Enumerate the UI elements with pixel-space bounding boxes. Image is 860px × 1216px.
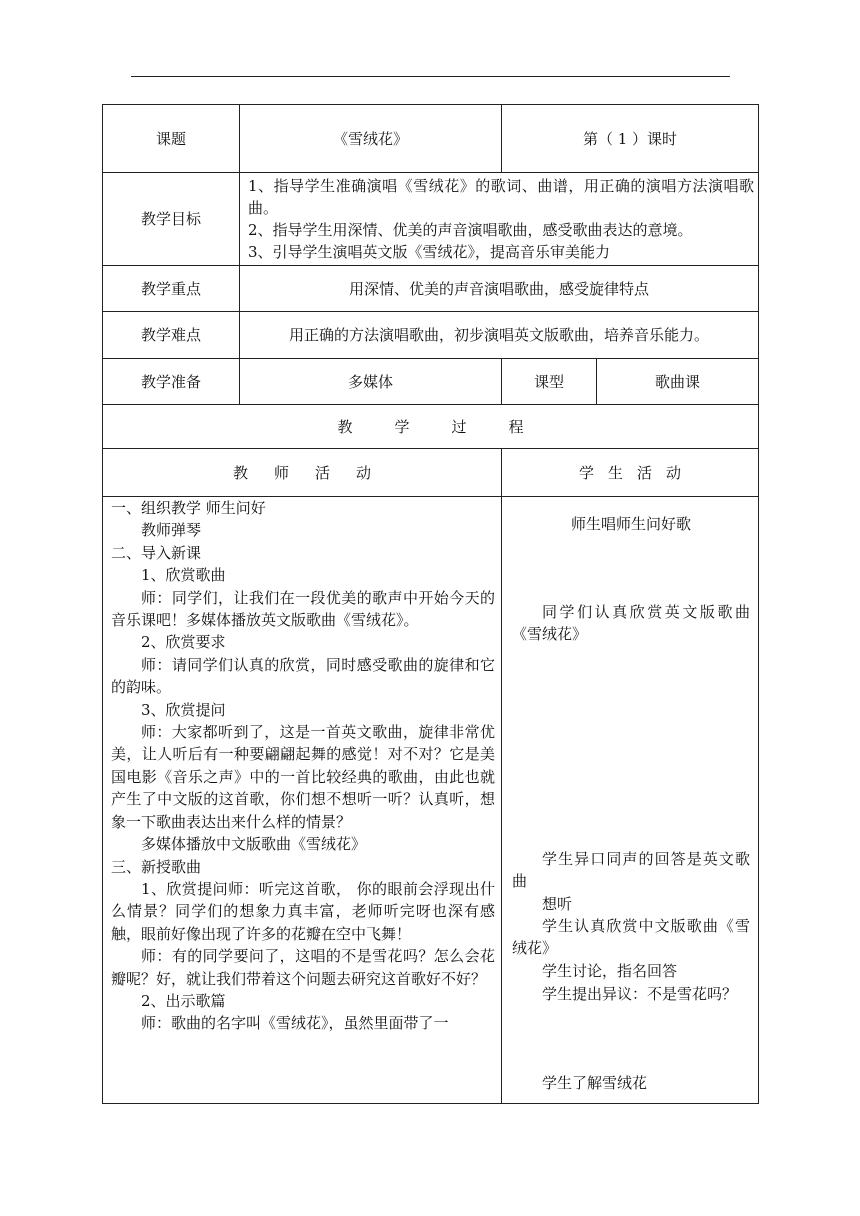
key-points-value: 用深情、优美的声音演唱歌曲，感受旋律特点 — [240, 266, 759, 312]
teacher-line: 1、欣赏提问师：听完这首歌， 你的眼前会浮现出什么情景？同学们的想象力真丰富，老师听完呀也深有感触，眼前好像出现了许多的花瓣在空中飞舞！ — [111, 879, 495, 943]
teacher-line: 3、欣赏提问 — [141, 700, 226, 719]
period-label: 第（ 1 ）课时 — [502, 105, 759, 173]
teacher-line: 2、出示歌篇 — [141, 991, 226, 1010]
difficulties-value: 用正确的方法演唱歌曲，初步演唱英文版歌曲，培养音乐能力。 — [240, 312, 759, 359]
goal-item: 1、指导学生准确演唱《雪绒花》的歌词、曲谱，用正确的演唱方法演唱歌曲。 — [248, 177, 754, 217]
key-points-label: 教学重点 — [103, 266, 240, 312]
lesson-type-label: 课型 — [502, 359, 597, 405]
teacher-line: 三、新授歌曲 — [111, 857, 202, 876]
goal-item: 2、指导学生用深情、优美的声音演唱歌曲，感受歌曲表达的意境。 — [248, 221, 693, 239]
student-line: 学生讨论，指名回答 — [542, 962, 678, 980]
student-line: 学生认真欣赏中文版歌曲《雪绒花》 — [512, 917, 750, 958]
student-line: 学生异口同声的回答是英文歌曲 — [512, 850, 750, 891]
header-rule — [131, 76, 730, 77]
teacher-line: 师：请同学们认真的欣赏，同时感受歌曲的旋律和它的韵味。 — [111, 655, 495, 697]
teacher-line: 1、欣赏歌曲 — [141, 566, 226, 585]
teacher-line: 师：同学们，让我们在一段优美的歌声中开始今天的音乐课吧！多媒体播放英文版歌曲《雪绒花》。 — [111, 588, 495, 630]
preparation-label: 教学准备 — [103, 359, 240, 405]
lesson-type-value: 歌曲课 — [597, 359, 759, 405]
student-activity-header: 学生活动 — [502, 449, 759, 497]
teacher-line: 一、组织教学 师生问好 — [111, 499, 266, 517]
teacher-line: 师：有的同学要问了，这唱的不是雪花吗？怎么会花瓣呢？好，就让我们带着这个问题去研究这首歌好不好？ — [111, 947, 495, 988]
teacher-line: 2、欣赏要求 — [141, 633, 226, 652]
goal-item: 3、引导学生演唱英文版《雪绒花》，提高音乐审美能力 — [248, 243, 611, 261]
teacher-activity-cell — [103, 497, 502, 1104]
lesson-plan-table — [102, 104, 759, 1104]
teacher-activity-text — [111, 497, 495, 1035]
student-activity-cell — [502, 497, 759, 1104]
topic-value: 《雪绒花》 — [240, 105, 502, 173]
process-title: 教学过程 — [103, 405, 759, 449]
teacher-line: 师：大家都听到了，这是一首英文歌曲，旋律非常优美，让人听后有一种要翩翩起舞的感觉！对不对？它是美国电影《音乐之声》中的一首比较经典的歌曲，由此也就产生了中文版的这首歌，你们想不想听一听？认真听，想象一下歌曲表达出来什么样的情景？ — [111, 723, 495, 831]
goals-cell — [240, 173, 759, 266]
teacher-line: 多媒体播放中文版歌曲《雪绒花》 — [141, 835, 367, 854]
student-line: 学生了解雪绒花 — [542, 1074, 648, 1092]
teacher-line: 二、导入新课 — [111, 543, 202, 562]
teacher-line: 教师弹琴 — [141, 521, 202, 540]
student-line: 同学们认真欣赏英文版歌曲《雪绒花》 — [512, 603, 750, 644]
teacher-line: 师：歌曲的名字叫《雪绒花》，虽然里面带了一 — [141, 1014, 449, 1033]
preparation-value: 多媒体 — [240, 359, 502, 405]
student-line: 学生提出异议：不是雪花吗？ — [542, 985, 738, 1003]
difficulties-label: 教学难点 — [103, 312, 240, 359]
topic-label: 课题 — [103, 105, 240, 173]
student-line: 师生唱师生问好歌 — [570, 515, 691, 533]
teacher-activity-header: 教师活动 — [103, 449, 502, 497]
student-line: 想听 — [542, 895, 573, 913]
goals-label: 教学目标 — [103, 173, 240, 266]
